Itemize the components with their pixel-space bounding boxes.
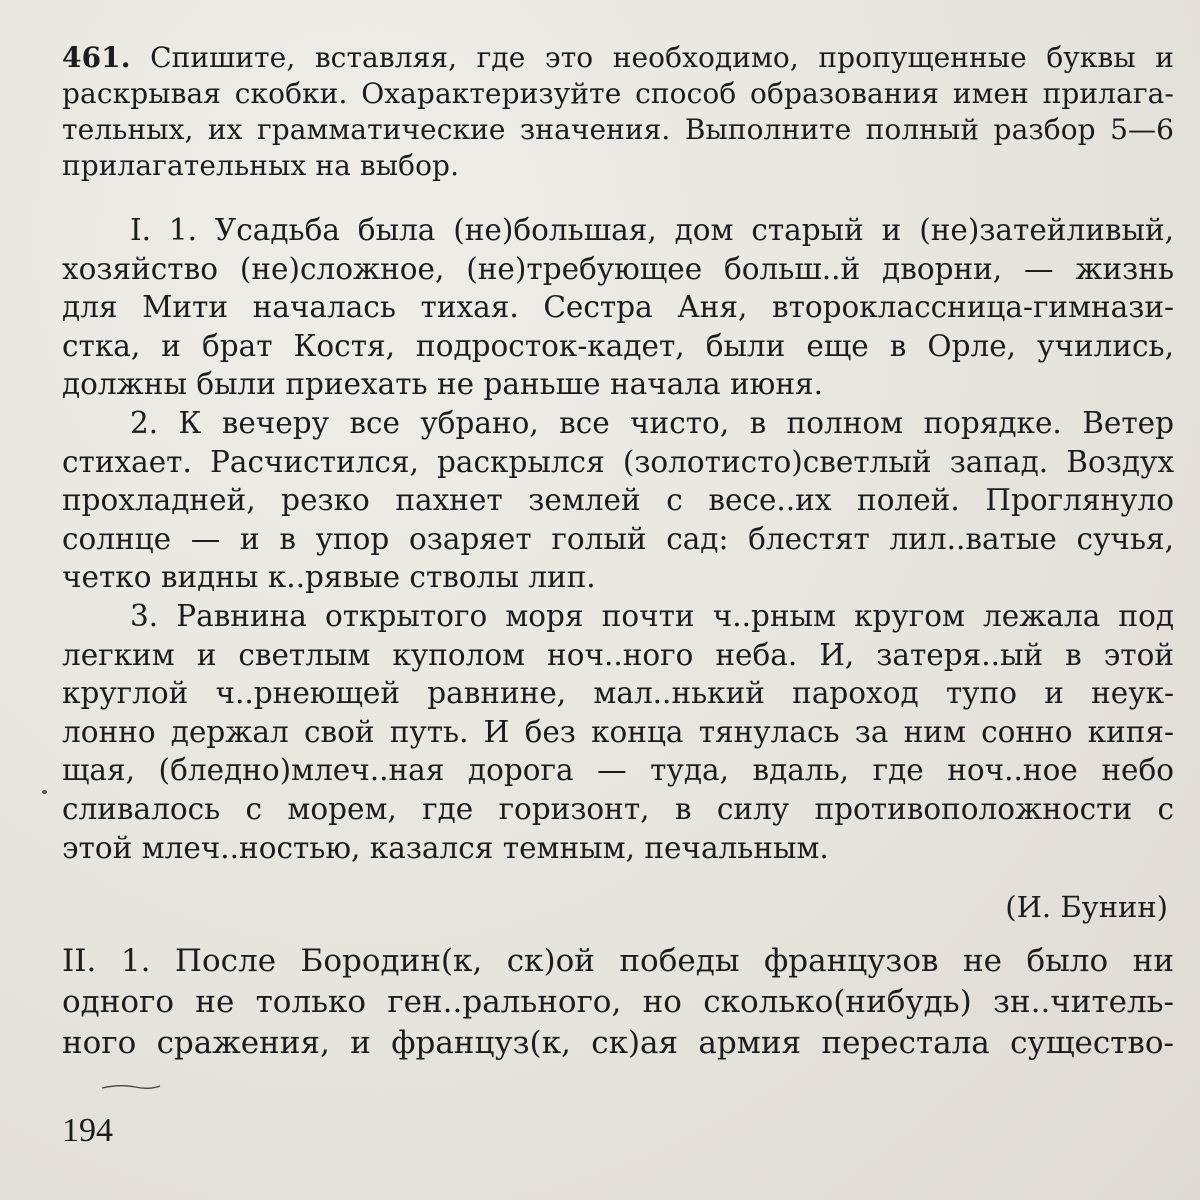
task-line-2: раскрывая скобки. Охарактеризуйте способ образования имен прилага-	[62, 77, 1174, 110]
book-page-text	[62, 40, 1174, 1064]
task-line-3: тельных, их грамматические значения. Выполните полный разбор 5—6	[62, 113, 1174, 146]
task-instruction	[62, 40, 1174, 184]
task-line-4: прилагательных на выбор.	[62, 149, 460, 182]
text-line: хозяйство (не)сложное, (не)требующее больш..й дворни, — жизнь	[62, 251, 1174, 286]
text-line: сливалось с морем, где горизонт, в силу противоположности с	[62, 791, 1174, 826]
text-line: должны были приехать не раньше начала июня.	[62, 367, 823, 402]
text-line: 3. Равнина открытого моря почти ч..рным кругом лежала под	[130, 598, 1174, 633]
text-line: 2. К вечеру все убрано, все чисто, в полном порядке. Ветер	[130, 405, 1174, 440]
text-line: прохладней, резко пахнет землей с весе..их полей. Проглянуло	[62, 483, 1174, 518]
text-line: стка, и брат Костя, подросток-кадет, были еще в Орле, учились,	[62, 328, 1174, 363]
paragraph-1	[62, 211, 1174, 404]
text-line: этой млеч..ностью, казался темным, печальным.	[62, 830, 829, 865]
paragraph-3	[62, 597, 1174, 867]
text-line: стихает. Расчистился, раскрылся (золотисто)светлый запад. Воздух	[62, 444, 1174, 479]
paragraph-2	[62, 404, 1174, 597]
text-line: легким и светлым куполом ноч..ного неба. И, затеря..ый в этой	[62, 637, 1174, 672]
text-line: I. 1. Усадьба была (не)большая, дом старый и (не)затейливый,	[130, 213, 1174, 247]
text-line: ного сражения, и француз(к, ск)ая армия перестала существо-	[62, 1025, 1174, 1062]
text-line: лонно держал свой путь. И без конца тянулась за ним сонно кипя-	[62, 714, 1174, 749]
stray-dot-mark	[42, 790, 47, 794]
page-number: 194	[62, 1112, 113, 1149]
section-two	[62, 941, 1174, 1064]
text-line: солнце — и в упор озаряет голый сад: блестят лил..ватые сучья,	[62, 521, 1174, 556]
text-line: четко видны к..рявые стволы лип.	[62, 560, 596, 595]
text-line: круглой ч..рнеющей равнине, мал..нький пароход тупо и неук-	[62, 676, 1174, 711]
text-line: для Мити началась тихая. Сестра Аня, второклассница-гимнази-	[62, 290, 1174, 325]
task-number: 461.	[62, 41, 131, 74]
text-line: II. 1. После Бородин(к, ск)ой победы французов не было ни	[62, 943, 1174, 980]
pencil-underline-mark	[100, 1082, 162, 1092]
text-line: одного не только ген..рального, но сколько(нибудь) зн..читель-	[62, 984, 1174, 1021]
section-one	[62, 211, 1174, 927]
author-attribution: (И. Бунин)	[1005, 890, 1168, 925]
task-line-1: 461. Спишите, вставляя, где это необходимо, пропущенные буквы и	[62, 41, 1174, 74]
text-line: щая, (бледно)млеч..ная дорога — туда, вдаль, где ноч..ное небо	[62, 753, 1174, 788]
